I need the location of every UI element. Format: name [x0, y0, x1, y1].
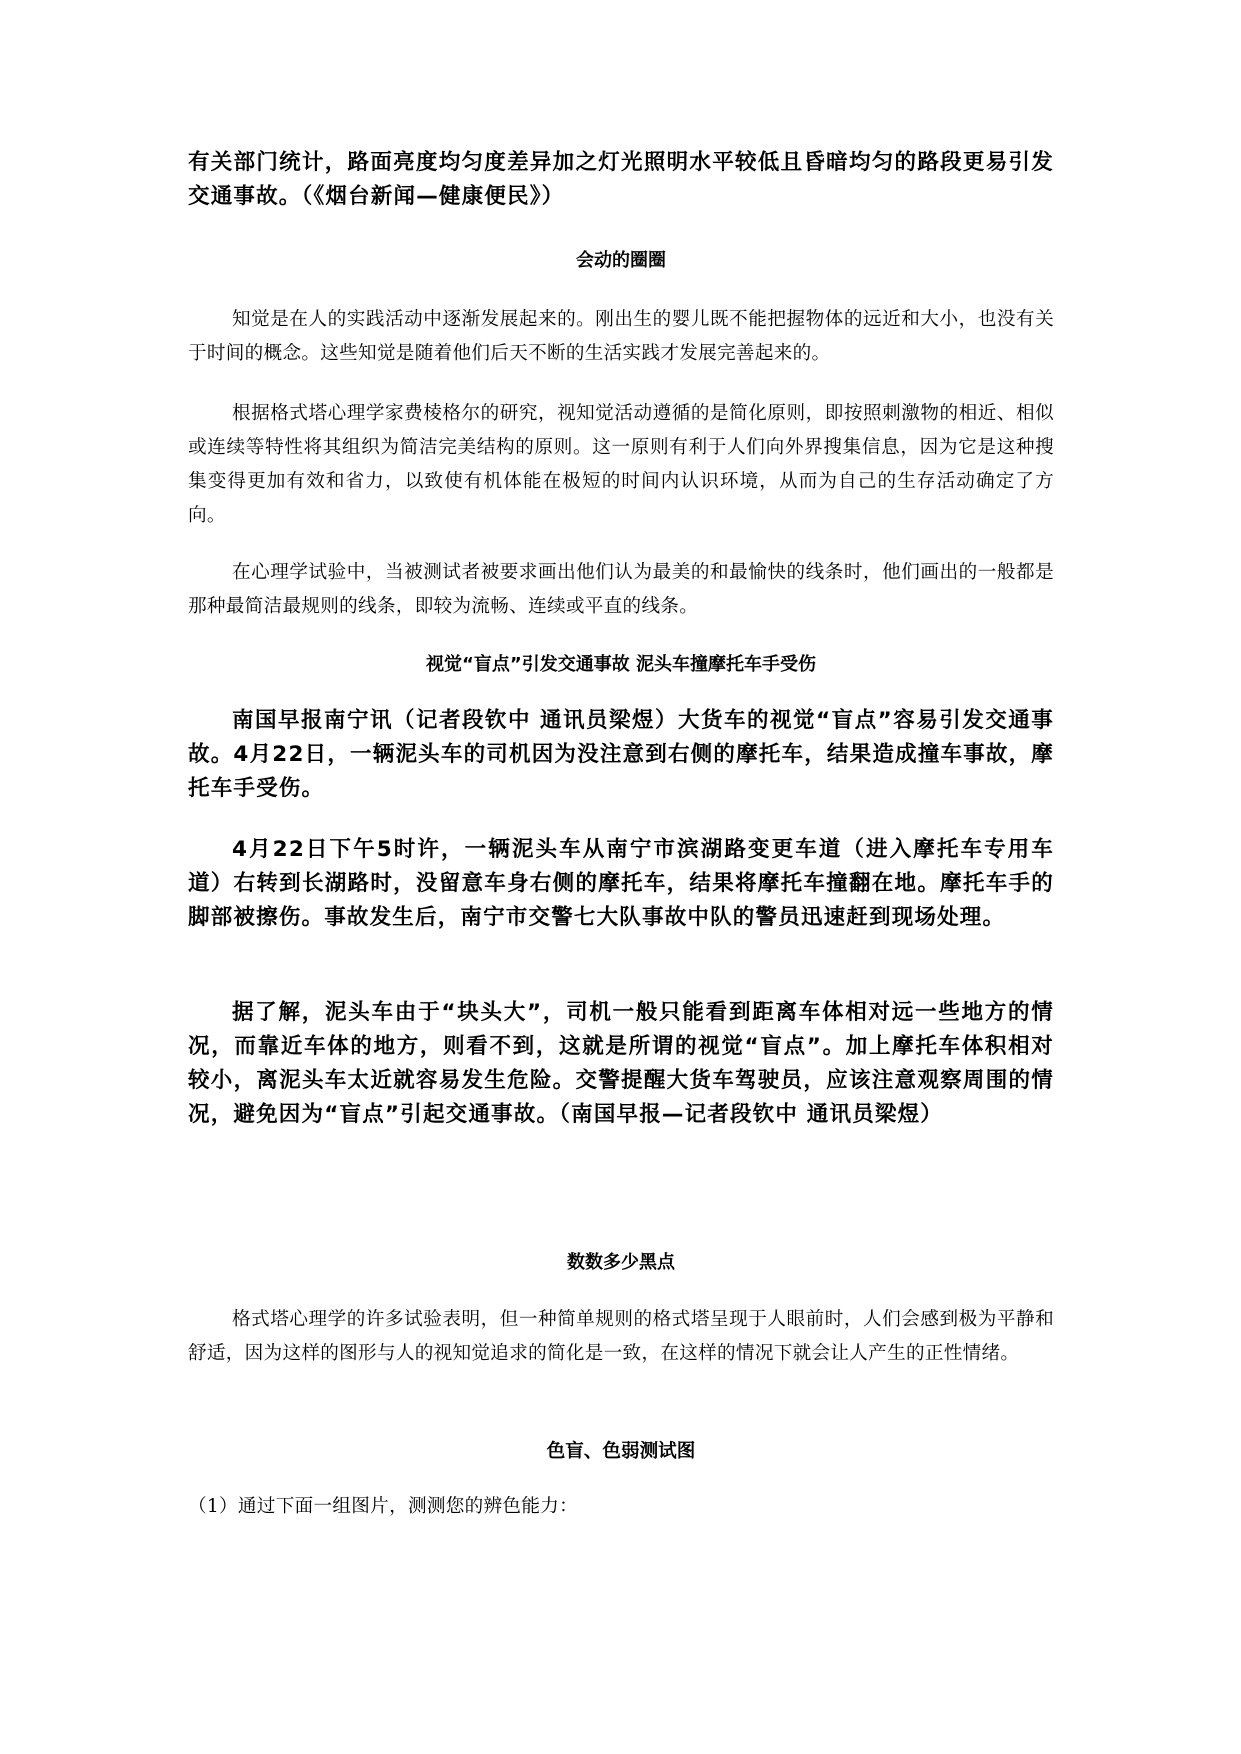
body-paragraph: 知觉是在人的实践活动中逐渐发展起来的。刚出生的婴儿既不能把握物体的远近和大小，也没有关于时间的概念。这些知觉是随着他们后天不断的生活实践才发展完善起来的。: [188, 309, 1054, 364]
section-title-moving-circles: 会动的圈圈: [576, 250, 666, 271]
body-paragraph: 在心理学试验中，当被测试者被要求画出他们认为最美的和最愉快的线条时，他们画出的一般都是那种最简洁最规则的线条，即较为流畅、连续或平直的线条。: [188, 562, 1054, 617]
body-paragraph: 格式塔心理学的许多试验表明，但一种简单规则的格式塔呈现于人眼前时，人们会感到极为平静和舒适，因为这样的图形与人的视知觉追求的简化是一致，在这样的情况下就会让人产生的正性情绪。: [188, 1309, 1054, 1364]
list-item: （1）通过下面一组图片，测测您的辨色能力：: [188, 1496, 579, 1517]
news-paragraph: 据了解，泥头车由于“块头大”，司机一般只能看到距离车体相对远一些地方的情况，而靠近车体的地方，则看不到，这就是所谓的视觉“盲点”。加上摩托车体积相对较小，离泥头车太近就容易发生危险。交警提醒大货车驾驶员，应该注意观察周围的情况，避免因为“盲点”引起交通事故。（南国早报—记者段钦中 通讯员梁煜）: [188, 1000, 1054, 1127]
news-paragraph: 4月22日下午5时许，一辆泥头车从南宁市滨湖路变更车道（进入摩托车专用车道）右转到长湖路时，没留意车身右侧的摩托车，结果将摩托车撞翻在地。摩托车手的脚部被擦伤。事故发生后，南宁市交警七大队事故中队的警员迅速赶到现场处理。: [188, 837, 1054, 930]
section-title-color-test: 色盲、色弱测试图: [546, 1441, 696, 1462]
intro-paragraph: 有关部门统计，路面亮度均匀度差异加之灯光照明水平较低且昏暗均匀的路段更易引发交通事故。（《烟台新闻—健康便民》）: [188, 150, 1054, 209]
section-title-count-dots: 数数多少黑点: [567, 1252, 675, 1273]
section-title-blind-spot: 视觉“盲点”引发交通事故 泥头车撞摩托车手受伤: [426, 654, 816, 675]
body-paragraph: 根据格式塔心理学家费棱格尔的研究，视知觉活动遵循的是简化原则，即按照刺激物的相近、相似或连续等特性将其组织为简洁完美结构的原则。这一原则有利于人们向外界搜集信息，因为它是这种搜集变得更加有效和省力，以致使有机体能在极短的时间内认识环境，从而为自己的生存活动确定了方向。: [188, 403, 1054, 526]
news-paragraph: 南国早报南宁讯（记者段钦中 通讯员梁煜）大货车的视觉“盲点”容易引发交通事故。4月22日，一辆泥头车的司机因为没注意到右侧的摩托车，结果造成撞车事故，摩托车手受伤。: [188, 708, 1054, 801]
